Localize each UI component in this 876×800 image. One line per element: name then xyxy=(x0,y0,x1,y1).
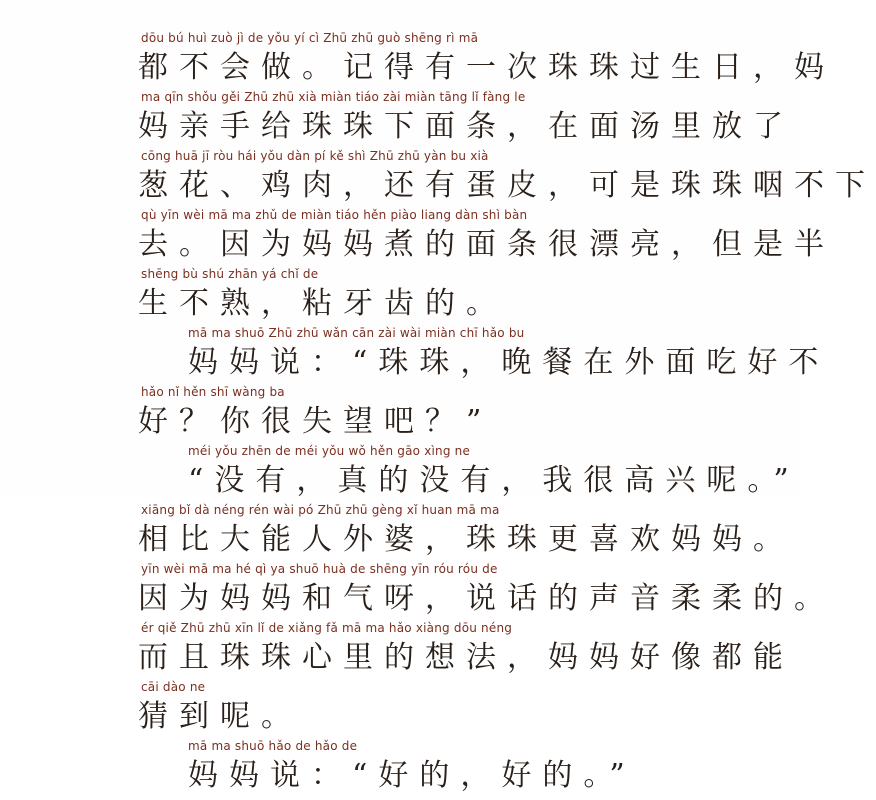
text-line-5 xyxy=(0,264,800,324)
hanzi-line: 而且珠珠心里的想法，妈妈好像都能 xyxy=(138,640,794,675)
hanzi-line: 因为妈妈和气呀，说话的声音柔柔的。 xyxy=(138,581,835,616)
hanzi-line: 妈亲手给珠珠下面条，在面汤里放了 xyxy=(138,109,794,144)
pinyin-line: shēng bù shú zhān yá chǐ de xyxy=(141,267,319,281)
text-line-13 xyxy=(0,736,800,796)
pinyin-line: cōng huā jī ròu hái yǒu dàn pí kě shì Zhū zhū yàn bu xià xyxy=(141,149,489,163)
hanzi-line: 相比大能人外婆，珠珠更喜欢妈妈。 xyxy=(138,522,794,557)
pinyin-line: ér qiě Zhū zhū xīn lǐ de xiǎng fǎ mā ma hǎo xiàng dōu néng xyxy=(141,621,513,635)
text-line-7 xyxy=(0,382,800,442)
hanzi-line: 妈妈说：“珠珠，晚餐在外面吃好不 xyxy=(188,345,830,380)
pinyin-line: hǎo nǐ hěn shī wàng ba xyxy=(141,385,285,399)
text-line-9 xyxy=(0,500,800,560)
text-line-6 xyxy=(0,323,830,383)
pinyin-line: yīn wèi mā ma hé qì ya shuō huà de shēng yīn róu róu de xyxy=(141,562,498,576)
hanzi-line: 猜到呢。 xyxy=(138,699,302,734)
pinyin-line: cāi dào ne xyxy=(141,680,206,694)
hanzi-line: 都不会做。记得有一次珠珠过生日，妈 xyxy=(138,50,835,85)
text-line-10 xyxy=(0,559,835,619)
pinyin-line: dōu bú huì zuò jì de yǒu yí cì Zhū zhū guò shēng rì mā xyxy=(141,31,479,45)
pinyin-line: méi yǒu zhēn de méi yǒu wǒ hěn gāo xìng ne xyxy=(188,444,471,458)
text-line-4 xyxy=(0,205,835,265)
text-line-11 xyxy=(0,618,800,678)
pinyin-line: xiāng bǐ dà néng rén wài pó Zhū zhū gèng xǐ huan mā ma xyxy=(141,503,500,517)
pinyin-line: qù yīn wèi mā ma zhǔ de miàn tiáo hěn piào liang dàn shì bàn xyxy=(141,208,528,222)
pinyin-line: mā ma shuō Zhū zhū wǎn cān zài wài miàn chī hǎo bu xyxy=(188,326,525,340)
text-line-2 xyxy=(0,87,800,147)
text-line-8 xyxy=(0,441,800,501)
hanzi-line: 葱花、鸡肉，还有蛋皮，可是珠珠咽不下 xyxy=(138,168,876,203)
text-line-3 xyxy=(0,146,876,206)
pinyin-line: mā ma shuō hǎo de hǎo de xyxy=(188,739,358,753)
text-line-12 xyxy=(0,677,800,737)
hanzi-line: 去。因为妈妈煮的面条很漂亮，但是半 xyxy=(138,227,835,262)
pinyin-line: ma qīn shǒu gěi Zhū zhū xià miàn tiáo zài miàn tāng lǐ fàng le xyxy=(141,90,526,104)
text-line-1 xyxy=(0,28,835,88)
hanzi-line: “没有，真的没有，我很高兴呢。” xyxy=(188,463,800,498)
hanzi-line: 好？你很失望吧？” xyxy=(138,404,493,439)
hanzi-line: 妈妈说：“好的，好的。” xyxy=(188,758,636,793)
hanzi-line: 生不熟，粘牙齿的。 xyxy=(138,286,507,321)
